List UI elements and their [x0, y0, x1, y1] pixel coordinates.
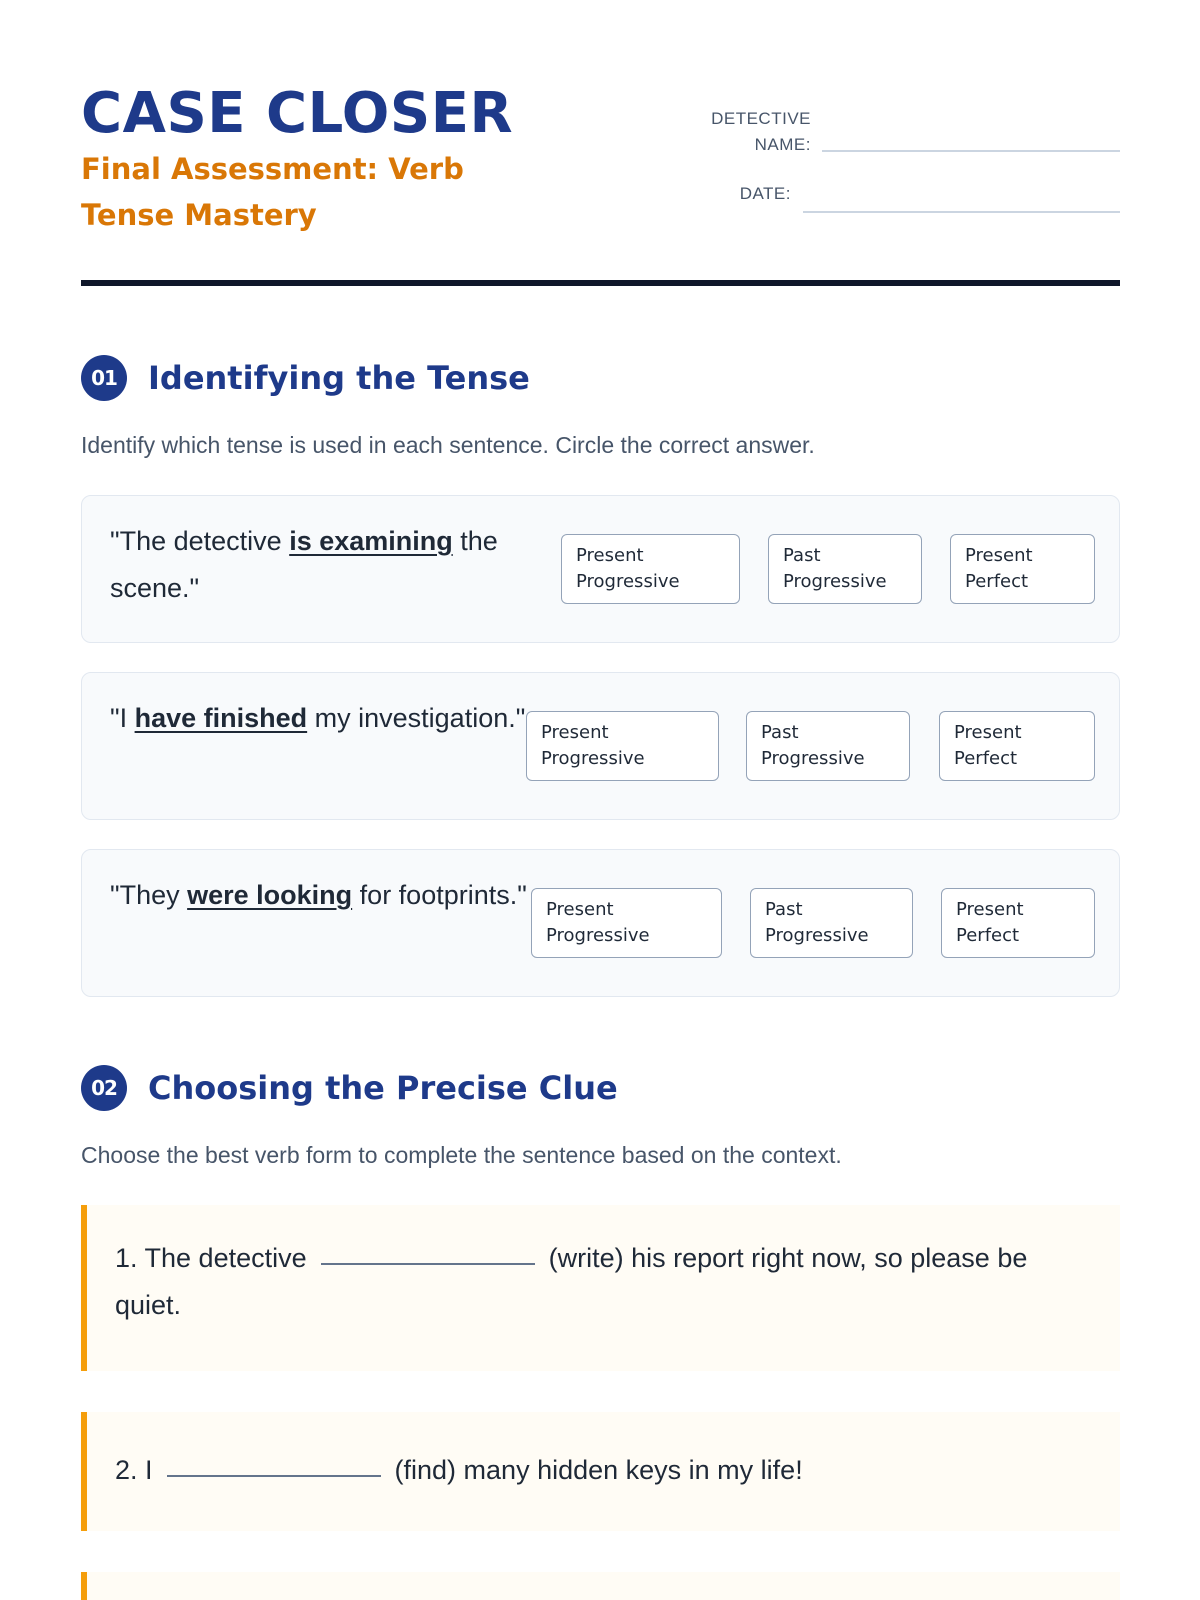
question-3-after: for footprints.": [352, 880, 527, 910]
fill-in-item-1-after: (write) his report right now, so please be quiet.: [115, 1243, 1028, 1320]
question-3-before: "They: [110, 880, 188, 910]
detective-label-line1: DETECTIVE: [711, 109, 811, 128]
fill-in-item-2-after: (find) many hidden keys in my life!: [394, 1455, 803, 1485]
question-1-option-past-progressive[interactable]: Past Progressive: [768, 534, 922, 604]
detective-name-label: [686, 106, 811, 158]
question-2-sentence: [110, 695, 530, 742]
worksheet-header: [81, 0, 1120, 288]
section-2-instructions: Choose the best verb form to complete the sentence based on the context.: [81, 1142, 842, 1168]
question-card-2: [81, 672, 1120, 820]
section-2-title: Choosing the Precise Clue: [148, 1069, 618, 1107]
fill-in-item-2: [81, 1412, 1120, 1531]
question-2-option-past-progressive[interactable]: Past Progressive: [746, 711, 910, 781]
section-1-instructions: Identify which tense is used in each sentence. Circle the correct answer.: [81, 432, 815, 458]
question-1-option-present-progressive[interactable]: Present Progressive: [561, 534, 740, 604]
question-3-option-present-progressive[interactable]: Present Progressive: [531, 888, 722, 958]
fill-in-item-2-blank[interactable]: [167, 1475, 381, 1477]
question-2-before: "I: [110, 703, 135, 733]
worksheet-title: CASE CLOSER: [81, 81, 514, 146]
question-1-option-present-perfect[interactable]: Present Perfect: [950, 534, 1095, 604]
question-1-sentence: [110, 518, 550, 612]
fill-in-item-1-blank[interactable]: [321, 1263, 535, 1265]
date-field[interactable]: [803, 211, 1120, 213]
fill-in-item-2-sentence: [115, 1447, 1100, 1494]
question-2-option-present-perfect[interactable]: Present Perfect: [939, 711, 1095, 781]
worksheet-page: [81, 0, 1120, 1485]
fill-in-item-3: [81, 1572, 1120, 1600]
question-card-3: [81, 849, 1120, 997]
fill-in-item-1: [81, 1205, 1120, 1371]
section-1-title: Identifying the Tense: [148, 359, 530, 397]
question-card-1: [81, 495, 1120, 643]
fill-in-item-1-before: 1. The detective: [115, 1243, 307, 1273]
detective-name-field[interactable]: [822, 150, 1120, 152]
question-1-before: "The detective: [110, 526, 290, 556]
question-2-after: my investigation.": [307, 703, 526, 733]
header-divider: [81, 280, 1120, 286]
section-1-number-badge: 01: [81, 355, 127, 401]
section-1-heading: [81, 355, 530, 401]
worksheet-subtitle: Final Assessment: Verb Tense Mastery: [81, 152, 464, 232]
question-2-option-present-progressive[interactable]: Present Progressive: [526, 711, 719, 781]
fill-in-item-2-before: 2. I: [115, 1455, 153, 1485]
date-label: DATE:: [739, 184, 791, 203]
question-1-verb: is examining: [289, 526, 453, 556]
question-1-after: the scene.": [110, 526, 498, 603]
detective-label-line2: NAME:: [754, 135, 811, 154]
question-2-verb: have finished: [134, 703, 308, 733]
section-2-number-badge: 02: [81, 1065, 127, 1111]
question-3-sentence: [110, 872, 530, 919]
fill-in-item-1-sentence: [115, 1235, 1100, 1329]
question-3-option-present-perfect[interactable]: Present Perfect: [941, 888, 1095, 958]
question-3-verb: were looking: [187, 880, 353, 910]
section-2-heading: [81, 1065, 618, 1111]
question-3-option-past-progressive[interactable]: Past Progressive: [750, 888, 913, 958]
